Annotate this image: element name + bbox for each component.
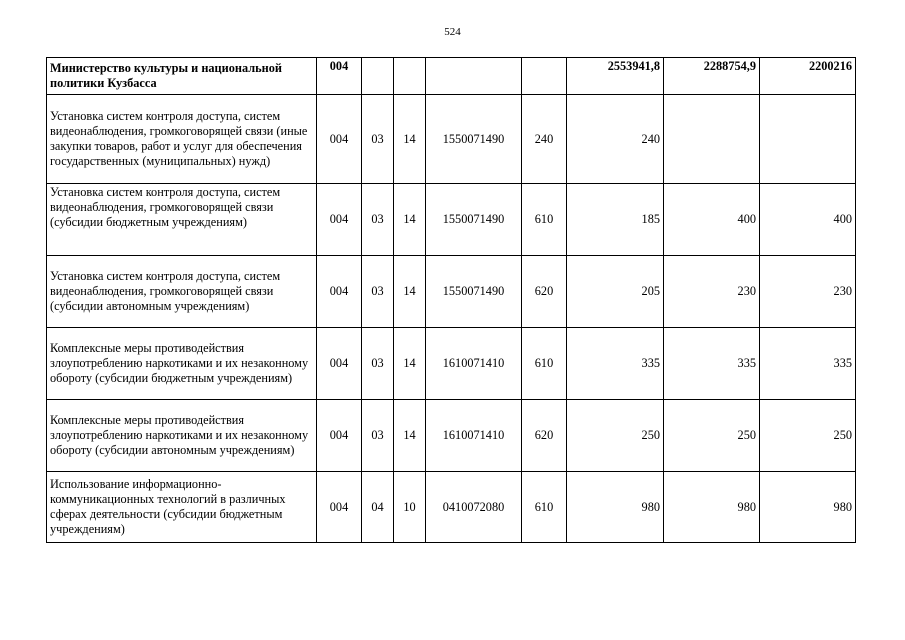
amount-year-2: 980 bbox=[664, 472, 760, 543]
amount-year-2: 250 bbox=[664, 400, 760, 472]
target-article bbox=[426, 58, 522, 95]
amount-year-3: 250 bbox=[760, 400, 856, 472]
row-description: Комплексные меры противодействия злоупотреблению наркотиками и их незаконному обороту (субсидии автономным учреждениям) bbox=[47, 400, 317, 472]
target-article: 0410072080 bbox=[426, 472, 522, 543]
ministry-name: Министерство культуры и национальной политики Кузбасса bbox=[47, 58, 317, 95]
amount-year-3: 400 bbox=[760, 184, 856, 256]
subsection-code: 14 bbox=[394, 95, 426, 184]
amount-year-1: 250 bbox=[567, 400, 664, 472]
table-header-row bbox=[47, 58, 856, 95]
row-description: Установка систем контроля доступа, систем видеонаблюдения, громкоговорящей связи (субсидии автономным учреждениям) bbox=[47, 256, 317, 328]
expense-type: 610 bbox=[522, 328, 567, 400]
target-article: 1610071410 bbox=[426, 400, 522, 472]
target-article: 1550071490 bbox=[426, 95, 522, 184]
table-row bbox=[47, 95, 856, 184]
section-code: 04 bbox=[362, 472, 394, 543]
expense-type: 610 bbox=[522, 184, 567, 256]
subsection-code: 14 bbox=[394, 328, 426, 400]
amount-year-1: 240 bbox=[567, 95, 664, 184]
amount-year-1: 980 bbox=[567, 472, 664, 543]
ministry-code: 004 bbox=[317, 256, 362, 328]
section-code: 03 bbox=[362, 400, 394, 472]
section-code: 03 bbox=[362, 328, 394, 400]
table-row bbox=[47, 184, 856, 256]
amount-year-3: 2200216 bbox=[760, 58, 856, 95]
ministry-code: 004 bbox=[317, 328, 362, 400]
table-row bbox=[47, 328, 856, 400]
ministry-code: 004 bbox=[317, 472, 362, 543]
subsection-code: 14 bbox=[394, 184, 426, 256]
target-article: 1550071490 bbox=[426, 184, 522, 256]
section-code: 03 bbox=[362, 95, 394, 184]
ministry-code: 004 bbox=[317, 95, 362, 184]
table-row bbox=[47, 472, 856, 543]
amount-year-3: 230 bbox=[760, 256, 856, 328]
amount-year-1: 2553941,8 bbox=[567, 58, 664, 95]
row-description: Установка систем контроля доступа, систем видеонаблюдения, громкоговорящей связи (иные закупки товаров, работ и услуг для обеспечения государственных (муниципальных) нужд) bbox=[47, 95, 317, 184]
amount-year-1: 185 bbox=[567, 184, 664, 256]
subsection-code bbox=[394, 58, 426, 95]
page-number: 524 bbox=[444, 26, 461, 38]
expense-type bbox=[522, 58, 567, 95]
ministry-code: 004 bbox=[317, 58, 362, 95]
row-description: Комплексные меры противодействия злоупотреблению наркотиками и их незаконному обороту (субсидии бюджетным учреждениям) bbox=[47, 328, 317, 400]
amount-year-3 bbox=[760, 95, 856, 184]
table-row bbox=[47, 400, 856, 472]
section-code: 03 bbox=[362, 256, 394, 328]
subsection-code: 14 bbox=[394, 400, 426, 472]
amount-year-3: 335 bbox=[760, 328, 856, 400]
amount-year-3: 980 bbox=[760, 472, 856, 543]
budget-table bbox=[46, 57, 856, 543]
amount-year-2: 230 bbox=[664, 256, 760, 328]
amount-year-2: 400 bbox=[664, 184, 760, 256]
row-description: Использование информационно-коммуникационных технологий в различных сферах деятельности (субсидии бюджетным учреждениям) bbox=[47, 472, 317, 543]
row-description: Установка систем контроля доступа, систем видеонаблюдения, громкоговорящей связи (субсидии бюджетным учреждениям) bbox=[47, 184, 317, 256]
expense-type: 620 bbox=[522, 400, 567, 472]
amount-year-1: 335 bbox=[567, 328, 664, 400]
table-row bbox=[47, 256, 856, 328]
amount-year-2: 2288754,9 bbox=[664, 58, 760, 95]
expense-type: 240 bbox=[522, 95, 567, 184]
subsection-code: 10 bbox=[394, 472, 426, 543]
section-code bbox=[362, 58, 394, 95]
amount-year-1: 205 bbox=[567, 256, 664, 328]
ministry-code: 004 bbox=[317, 400, 362, 472]
amount-year-2: 335 bbox=[664, 328, 760, 400]
ministry-code: 004 bbox=[317, 184, 362, 256]
section-code: 03 bbox=[362, 184, 394, 256]
subsection-code: 14 bbox=[394, 256, 426, 328]
target-article: 1610071410 bbox=[426, 328, 522, 400]
expense-type: 610 bbox=[522, 472, 567, 543]
amount-year-2 bbox=[664, 95, 760, 184]
target-article: 1550071490 bbox=[426, 256, 522, 328]
expense-type: 620 bbox=[522, 256, 567, 328]
